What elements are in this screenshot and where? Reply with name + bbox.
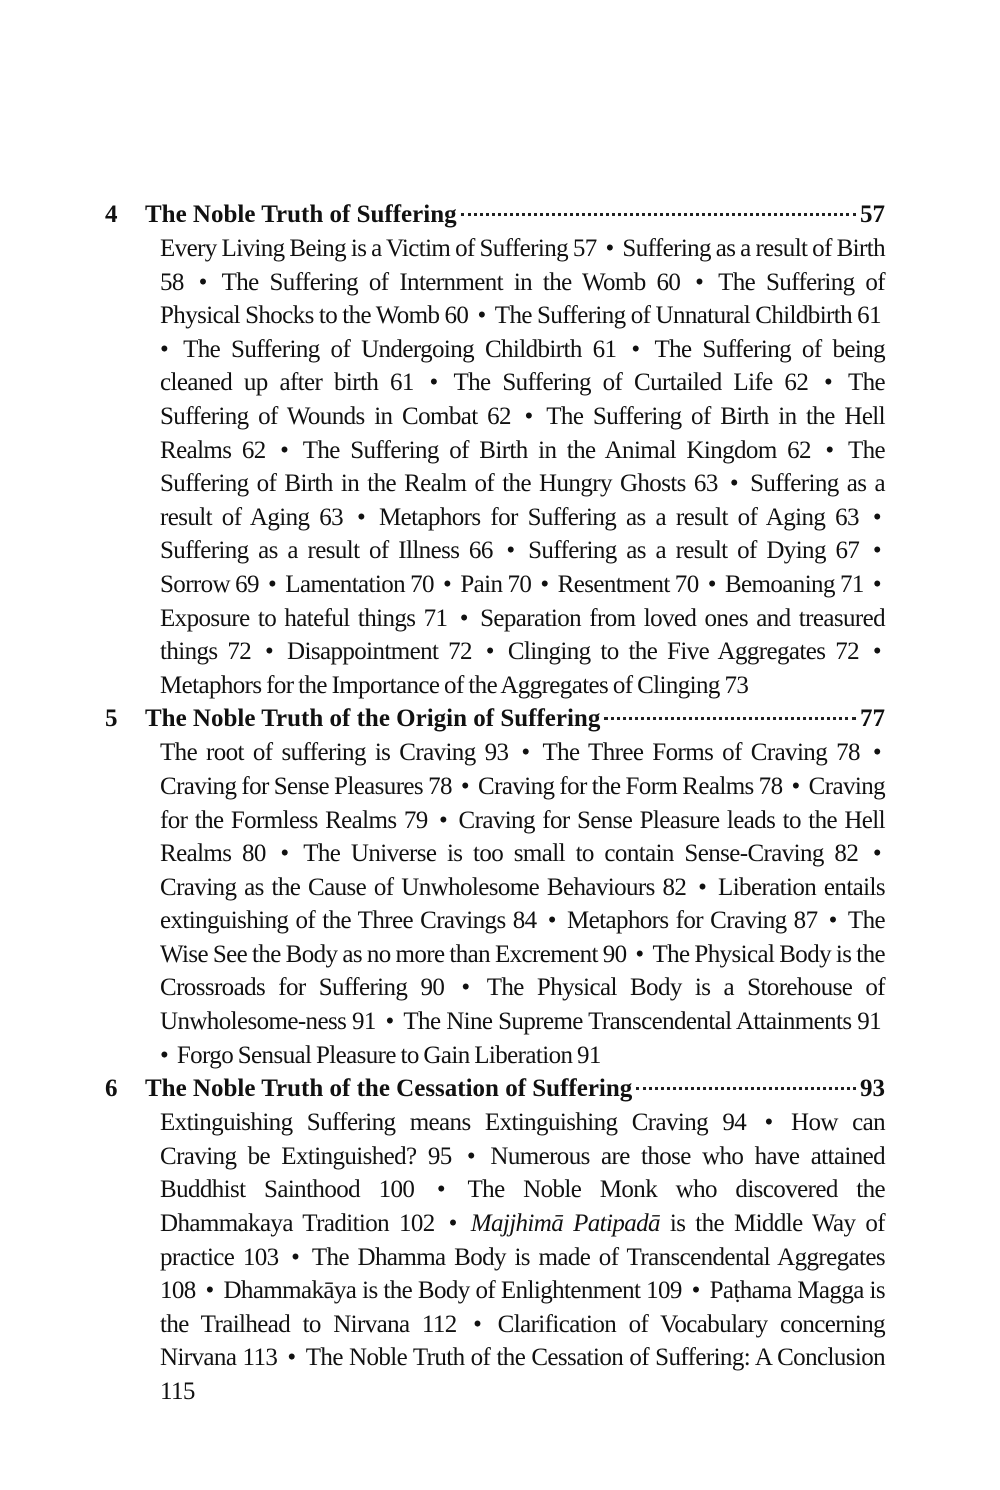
bullet-separator: • [269,840,300,868]
toc-entry: The Suffering of Unnatural Childbirth 61 [494,302,881,330]
toc-entry: The Three Forms of Craving 78 [542,739,860,767]
toc-entry: Suffering as a result of Birth 58 [160,235,885,296]
toc-entry: Sorrow 69 [160,570,259,598]
toc-entry: Pain 70 [460,570,532,598]
bullet-separator: • [438,1210,467,1238]
bullet-separator: • [472,302,491,330]
bullet-separator: • [863,537,882,565]
toc-entry: Dhammakāya is the Body of Enlightenment 109 [223,1277,682,1305]
chapter-entries [160,232,885,702]
toc-entry: Lamentation 70 [285,570,434,598]
bullet-separator: • [347,503,375,531]
toc-entry: Every Living Being is a Victim of Suffering 57 [160,235,597,262]
bullet-separator: • [620,335,651,363]
chapter-number: 4 [105,201,118,228]
toc-entry: Clinging to the Five Aggregates 72 [507,638,860,666]
toc-entry: Craving for Sense Pleasure leads to the Hell Realms 80 [160,806,885,868]
chapter-title: The Noble Truth of the Origin of Suffering [145,705,601,733]
bullet-separator: • [821,907,844,935]
bullet-separator: • [160,1041,173,1069]
bullet-separator: • [448,974,483,1002]
bullet-separator: • [867,570,882,598]
bullet-separator: • [455,772,475,800]
bullet-separator: • [512,739,539,767]
toc-entry: Craving for the Formless Realms 79 [160,772,885,834]
bullet-separator: • [160,335,180,363]
toc-entry: Craving for the Form Realms 78 [478,772,783,800]
bullet-separator: • [786,772,805,800]
bullet-separator: • [431,806,455,834]
toc-entry: The Suffering of Birth in the Hell Realms 62 [160,402,886,464]
bullet-separator: • [282,1243,308,1271]
bullet-separator: • [514,402,543,430]
toc-entry: Metaphors for Suffering as a result of Aging 63 [378,503,859,531]
bullet-separator: • [281,1344,302,1372]
toc-entry: Extinguishing Suffering means Extinguishing Craving 94 [160,1109,747,1137]
chapter-entries [160,736,885,1072]
bullet-separator: • [862,503,881,531]
bullet-separator: • [690,873,715,901]
toc-entry: Liberation entails extinguishing of the Three Cravings 84 [160,873,885,935]
toc-entry: Forgo Sensual Pleasure to Gain Liberation 91 [176,1041,601,1069]
toc-entry: The Physical Body is a Storehouse of Unwholesome-ness 91 [160,974,886,1036]
toc-entry: The Suffering of being cleaned up after birth 61 [160,335,885,397]
bullet-separator: • [630,940,649,968]
toc-entry: The Nine Supreme Transcendental Attainments 91 [403,1008,882,1036]
toc-entry: The Suffering of Internment in the Womb 60 [221,268,681,296]
chapter-title: The Noble Truth of the Cessation of Suffering [145,1075,633,1103]
toc-entry: The Suffering of Undergoing Childbirth 61 [183,335,617,363]
bullet-separator: • [684,268,715,296]
toc-entry: Metaphors for the Importance of the Aggregates of Clinging 73 [160,671,749,699]
toc-entry: How can Craving be Extinguished? 95 [160,1109,886,1170]
bullet-separator: • [199,1277,220,1305]
table-of-contents [105,198,885,1409]
bullet-separator: • [535,570,554,598]
toc-entry: The Noble Truth of the Cessation of Suffering: A Conclusion 115 [160,1344,885,1405]
toc-entry: Paṭhama Magga is the Trailhead to Nirvana 112 [160,1277,885,1338]
chapter-title: The Noble Truth of Suffering [145,201,457,228]
bullet-separator: • [862,840,882,868]
toc-entry: The Suffering of Wounds in Combat 62 [160,369,886,430]
bullet-separator: • [702,570,721,598]
chapter-page-number: 93 [860,1075,885,1103]
toc-entry: The Noble Monk who discovered the Dhammakaya Tradition 102 [160,1176,885,1238]
italic-term: Majjhimā Patipadā [470,1210,660,1238]
toc-entry: Craving for Sense Pleasures 78 [160,772,452,800]
toc-entry: Majjhimā Patipadā is the Middle Way of practice 103 [160,1210,885,1271]
chapter-number: 5 [105,705,118,733]
toc-entry: Metaphors for Craving 87 [567,907,818,935]
bullet-separator: • [379,1008,400,1036]
toc-entry: Suffering as a result of Aging 63 [160,470,886,531]
toc-entry: Suffering as a result of Dying 67 [528,537,860,565]
toc-entry: Disappointment 72 [287,638,472,666]
toc-entry: Craving as the Cause of Unwholesome Behaviours 82 [160,873,687,901]
bullet-separator: • [475,638,504,666]
dot-leader [604,717,856,720]
chapter-heading [105,1072,885,1106]
bullet-separator: • [496,537,525,565]
dot-leader [636,1087,856,1090]
chapter-heading [105,702,885,736]
toc-entry: Exposure to hateful things 71 [160,604,448,632]
toc-entry: Resentment 70 [557,570,699,598]
toc-entry: The Wise See the Body as no more than Excrement 90 [160,907,885,968]
bullet-separator: • [600,235,619,262]
bullet-separator: • [269,436,299,464]
toc-entry: Numerous are those who have attained Buddhist Sainthood 100 [160,1142,886,1204]
chapter-heading [105,198,885,232]
bullet-separator: • [685,1277,706,1305]
bullet-separator: • [750,1109,787,1137]
chapter-4 [105,198,885,702]
bullet-separator: • [262,570,282,598]
bullet-separator: • [814,436,844,464]
toc-entry: The Physical Body is the Crossroads for Suffering 90 [160,940,885,1002]
toc-entry: Bemoaning 71 [724,570,864,598]
chapter-6 [105,1072,885,1408]
chapter-page-number: 77 [860,705,885,733]
bullet-separator: • [721,470,747,498]
bullet-separator: • [455,1142,487,1170]
chapter-page-number: 57 [860,201,885,228]
bullet-separator: • [451,604,477,632]
toc-entry: The Suffering of Curtailed Life 62 [453,369,809,397]
toc-entry: The Suffering of Birth in the Realm of the Hungry Ghosts 63 [160,436,886,498]
chapter-number: 6 [105,1075,118,1103]
toc-entry: The Universe is too small to contain Sense-Craving 82 [303,840,859,868]
bullet-separator: • [812,369,844,397]
toc-entry: Clarification of Vocabulary concerning Nirvana 113 [160,1310,886,1372]
toc-entry: The Suffering of Physical Shocks to the Womb 60 [160,268,885,330]
bullet-separator: • [540,907,563,935]
bullet-separator: • [255,638,284,666]
dot-leader [461,213,856,216]
toc-entry: The Dhamma Body is made of Transcendental Aggregates 108 [160,1243,886,1305]
bullet-separator: • [437,570,457,598]
chapter-entries [160,1106,885,1408]
toc-entry: The Suffering of Birth in the Animal Kingdom 62 [302,436,811,464]
chapter-5 [105,702,885,1072]
bullet-separator: • [417,369,450,397]
toc-entry: Suffering as a result of Illness 66 [160,537,493,565]
bullet-separator: • [187,268,218,296]
toc-entry: Separation from loved ones and treasured things 72 [160,604,885,666]
bullet-separator: • [418,1176,464,1204]
toc-entry: The root of suffering is Craving 93 [160,739,509,767]
bullet-separator: • [863,638,882,666]
bullet-separator: • [460,1310,494,1338]
bullet-separator: • [863,739,881,767]
